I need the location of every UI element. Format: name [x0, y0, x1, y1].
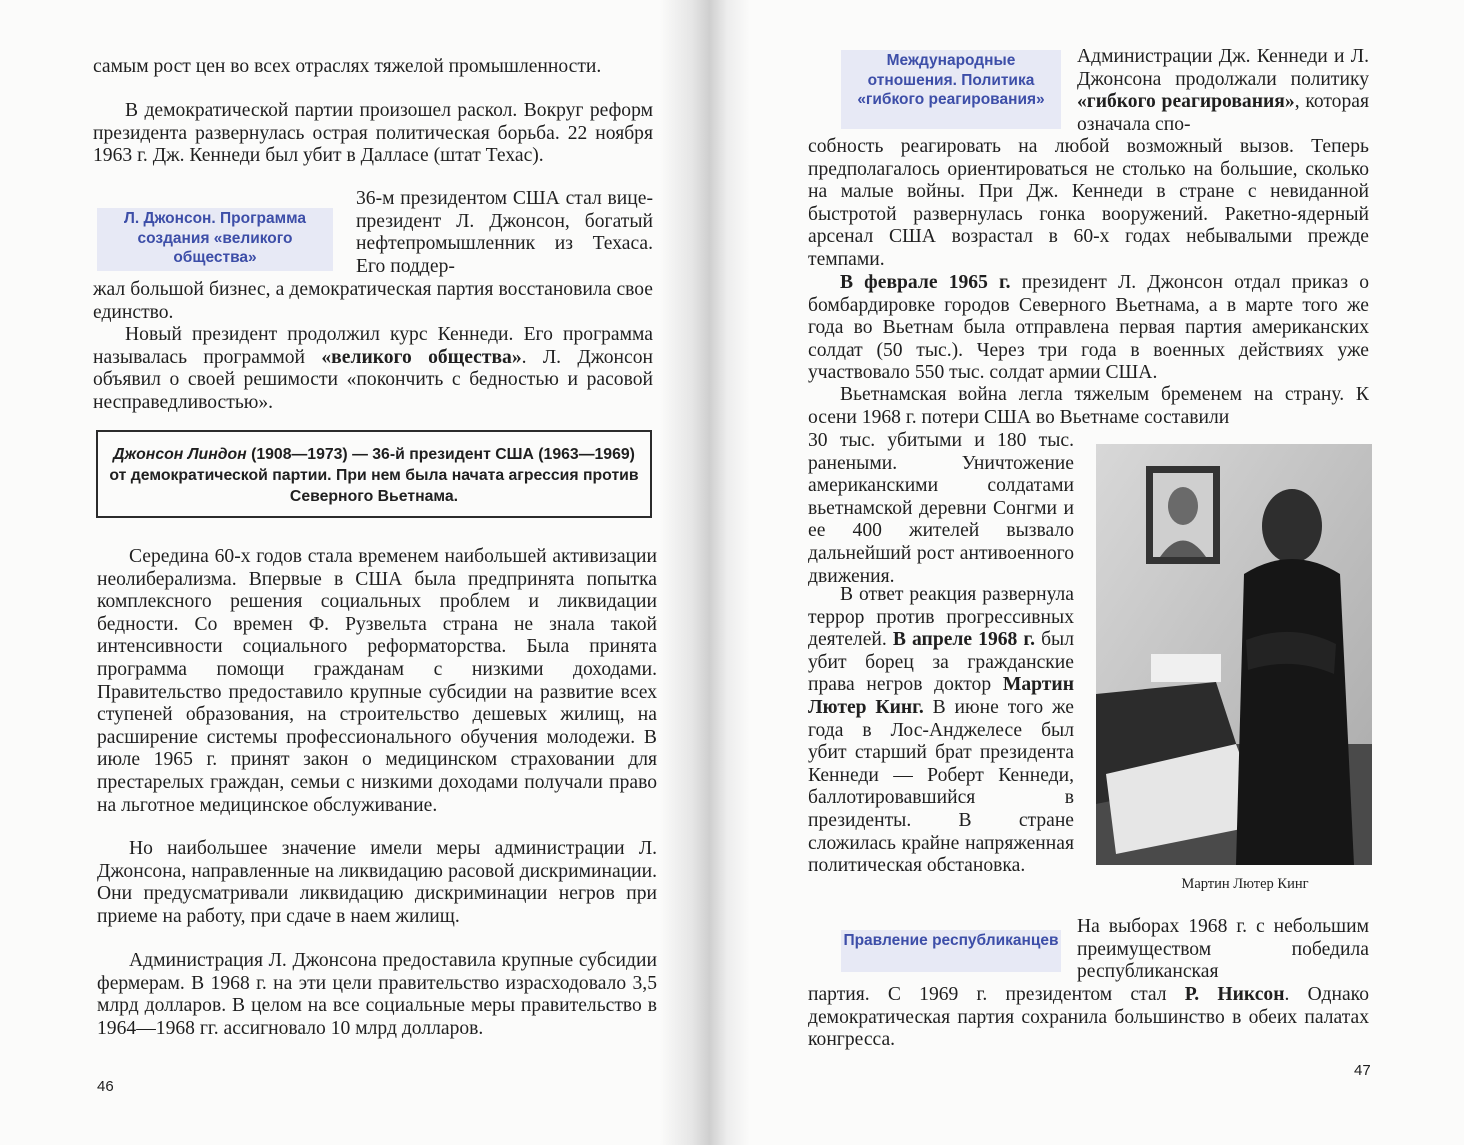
term-flexible-response: «гибкого реагирования»: [1077, 91, 1295, 113]
paragraph: Новый президент продолжил курс Кеннеди. Его программа называлась программой «великого общества». Л. Джонсон объявил о своей решимости «покончить с бедностью и расовой несправедливостью».: [93, 324, 654, 413]
photo-illustration: [1096, 444, 1372, 865]
book-gutter: [660, 0, 750, 1145]
paragraph: 30 тыс. убитыми и 180 тыс. ранеными. Уничтожение американскими солдатами вьетнамской деревни Сонгми и ее 400 жителей вызвало дальнейший рост антивоенного движения.: [808, 430, 1074, 587]
paragraph: Администрации Дж. Кеннеди и Л. Джонсона продолжали политику «гибкого реагирования», которая означала спо-: [1077, 46, 1369, 135]
paragraph: В феврале 1965 г. президент Л. Джонсон отдал приказ о бомбардировке городов Северного Вьетнама, а в марте того же года во Вьетнам была отправлена первая партия американских солдат (50 тыс.). Через три года в военных действиях уже участвовало 550 тыс. солдат армии США.: [808, 272, 1369, 384]
side-heading: Правление республиканцев: [841, 930, 1061, 972]
paragraph: Середина 60-х годов стала временем наибольшей активизации неолиберализма. Впервые в США была предпринята попытка комплексного решения социальных проблем и ликвидации бедности. Со времен Ф. Рузвельта страна не знала такой интенсивности социального реформаторства. Была принята программа помощи гражданам с низкими доходами. Правительство предоставило крупные субсидии на развитие всех ступеней образования, на строительство дешевых жилищ, на расширение системы профессионального обучения молодежи. В июле 1965 г. принят закон о медицинском страховании для престарелых граждан, семьи с низкими доходами получали право на льготное медицинское обслуживание.: [97, 546, 657, 816]
term-great-society: «великого общества»: [321, 346, 522, 368]
photo-caption: Мартин Лютер Кинг: [1181, 876, 1309, 892]
paragraph: собность реагировать на любой возможный вызов. Теперь предполагалось ориентироваться не столько на большие, сколько на малые войны. При Дж. Кеннеди в стране с невиданной быстротой развернулась гонка вооружений. Ракетно-ядерный арсенал США возрастал в 60-х годах небывалыми прежде темпами.: [808, 136, 1369, 270]
paragraph: Вьетнамская война легла тяжелым бременем на страну. К осени 1968 г. потери США во Вьетнаме составили: [808, 384, 1369, 428]
paragraph: жал большой бизнес, а демократическая партия восстановила свое единство.: [93, 279, 653, 323]
side-heading: Международные отношения. Политика «гибкого реагирования»: [841, 50, 1061, 129]
name-martin-luther-king: Мартин Лютер Кинг.: [808, 674, 1074, 718]
biography-name: Джонсон Линдон: [113, 446, 247, 463]
martin-luther-king-photo: [1096, 444, 1372, 865]
paragraph: На выборах 1968 г. с небольшим преимуществом победила республиканская: [1077, 916, 1369, 983]
date-february-1965: В феврале 1965 г.: [840, 272, 1011, 293]
paragraph: Но наибольшее значение имели меры администрации Л. Джонсона, направленные на ликвидацию расовой дискриминации. Они предусматривали ликвидацию дискриминации негров при приеме на работу, при сдаче в наем жилищ.: [97, 838, 657, 927]
date-april-1968: В апреле 1968 г.: [892, 629, 1035, 651]
paragraph: партия. С 1969 г. президентом стал Р. Никсон. Однако демократическая партия сохранила большинство в обеих палатах конгресса.: [808, 984, 1369, 1051]
paragraph: 36-м президентом США стал вице-президент Л. Джонсон, богатый нефтепромышленник из Техаса. Его поддер-: [356, 188, 653, 277]
paragraph: В ответ реакция развернула террор против прогрессивных деятелей. В апреле 1968 г. был убит борец за гражданские права негров доктор Мартин Лютер Кинг. В июне того же года в Лос-Анджелесе был убит старший брат президента Кеннеди — Роберт Кеннеди, баллотировавшийся в президенты. В стране сложилась крайне напряженная политическая обстановка.: [808, 584, 1074, 877]
page-number: 47: [1354, 1062, 1371, 1079]
paragraph: Администрация Л. Джонсона предоставила крупные субсидии фермерам. В 1968 г. на эти цели правительство израсходовало 3,5 млрд долларов. В целом на все социальные меры правительство в 1964—1968 гг. ассигновало 10 млрд долларов.: [97, 950, 657, 1039]
name-nixon: Р. Никсон: [1184, 984, 1285, 1005]
paragraph: В демократической партии произошел раскол. Вокруг реформ президента развернулась острая политическая борьба. 22 ноября 1963 г. Дж. Кеннеди был убит в Далласе (штат Техас).: [93, 100, 653, 167]
paragraph: самым рост цен во всех отраслях тяжелой промышленности.: [93, 56, 602, 77]
side-heading: Л. Джонсон. Программа создания «великого общества»: [97, 208, 333, 271]
page-number: 46: [97, 1078, 114, 1095]
biography-box: Джонсон Линдон (1908—1973) — 36-й президент США (1963—1969) от демократической партии. При нем была начата агрессия против Северного Вьетнама.: [96, 430, 652, 518]
